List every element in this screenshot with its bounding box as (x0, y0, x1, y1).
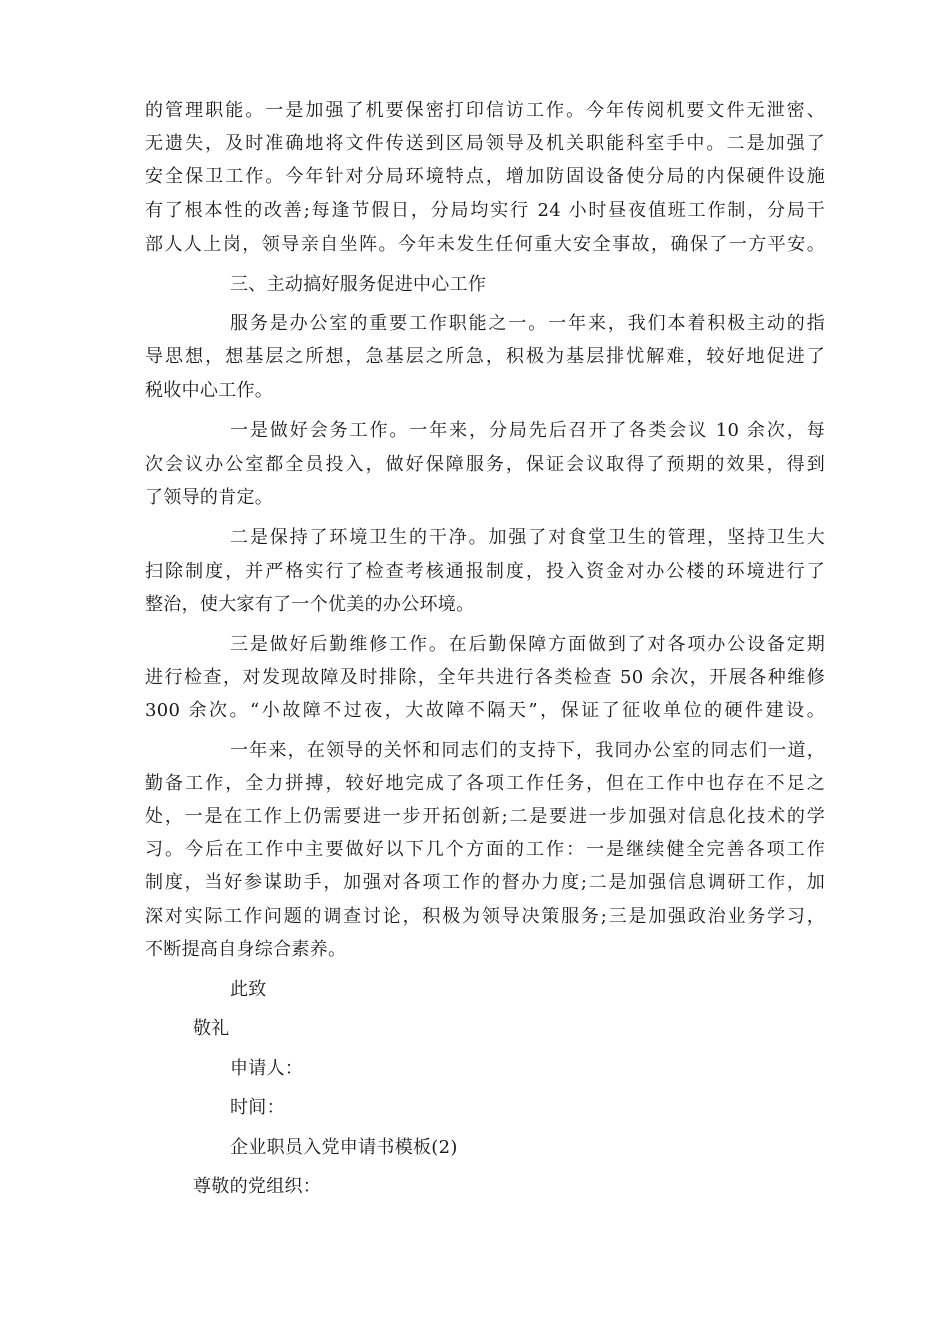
text-line: 制度，当好参谋助手，加强对各项工作的督办力度;二是加强信息调研工作，加 (145, 872, 825, 893)
text-line: 300 余次。“小故障不过夜，大故障不隔天”，保证了征收单位的硬件建设。 (145, 700, 825, 721)
text-line: 敬礼 (193, 1018, 230, 1039)
text-line: 处，一是在工作上仍需要进一步开拓创新;二是要进一步加强对信息化技术的学 (145, 806, 825, 827)
text-line: 企业职员入党申请书模板(2) (230, 1137, 458, 1158)
text-line: 勤备工作，全力拼搏，较好地完成了各项工作任务，但在工作中也存在不足之 (145, 773, 825, 794)
text-line: 时间： (230, 1097, 285, 1118)
text-line: 部人人上岗，领导亲自坐阵。今年未发生任何重大安全事故，确保了一方平安。 (145, 234, 825, 255)
text-line: 三是做好后勤维修工作。在后勤保障方面做到了对各项办公设备定期 (230, 634, 825, 655)
text-line: 服务是办公室的重要工作职能之一。一年来，我们本着积极主动的指 (230, 313, 825, 334)
text-line: 此致 (230, 979, 267, 1000)
text-line: 税收中心工作。 (145, 380, 274, 401)
text-line: 次会议办公室都全员投入，做好保障服务，保证会议取得了预期的效果，得到 (145, 454, 825, 475)
text-line: 不断提高自身综合素养。 (145, 939, 347, 960)
text-line: 导思想，想基层之所想，急基层之所急，积极为基层排忧解难，较好地促进了 (145, 346, 825, 367)
text-line: 习。今后在工作中主要做好以下几个方面的工作：一是继续健全完善各项工作 (145, 839, 825, 860)
text-line: 了领导的肯定。 (145, 487, 274, 508)
text-line: 申请人： (230, 1058, 304, 1079)
text-line: 深对实际工作问题的调查讨论，积极为领导决策服务;三是加强政治业务学习， (145, 906, 825, 927)
text-line: 尊敬的党组织： (193, 1176, 322, 1197)
text-line: 一年来，在领导的关怀和同志们的支持下，我同办公室的同志们一道， (230, 740, 825, 761)
text-line: 一是做好会务工作。一年来，分局先后召开了各类会议 10 余次，每 (230, 420, 825, 441)
text-line: 的管理职能。一是加强了机要保密打印信访工作。今年传阅机要文件无泄密、 (145, 100, 825, 121)
text-line: 安全保卫工作。今年针对分局环境特点，增加防固设备使分局的内保硬件设施 (145, 166, 825, 187)
text-line: 二是保持了环境卫生的干净。加强了对食堂卫生的管理，坚持卫生大 (230, 527, 825, 548)
text-line: 进行检查，对发现故障及时排除，全年共进行各类检查 50 余次，开展各种维修 (145, 667, 825, 688)
text-line: 扫除制度，并严格实行了检查考核通报制度，投入资金对办公楼的环境进行了 (145, 561, 825, 582)
text-line: 无遗失，及时准确地将文件传送到区局领导及机关职能科室手中。二是加强了 (145, 133, 825, 154)
text-line: 整治，使大家有了一个优美的办公环境。 (145, 594, 475, 615)
text-line: 三、主动搞好服务促进中心工作 (230, 274, 487, 295)
text-line: 有了根本性的改善;每逢节假日，分局均实行 24 小时昼夜值班工作制，分局干 (145, 200, 825, 221)
